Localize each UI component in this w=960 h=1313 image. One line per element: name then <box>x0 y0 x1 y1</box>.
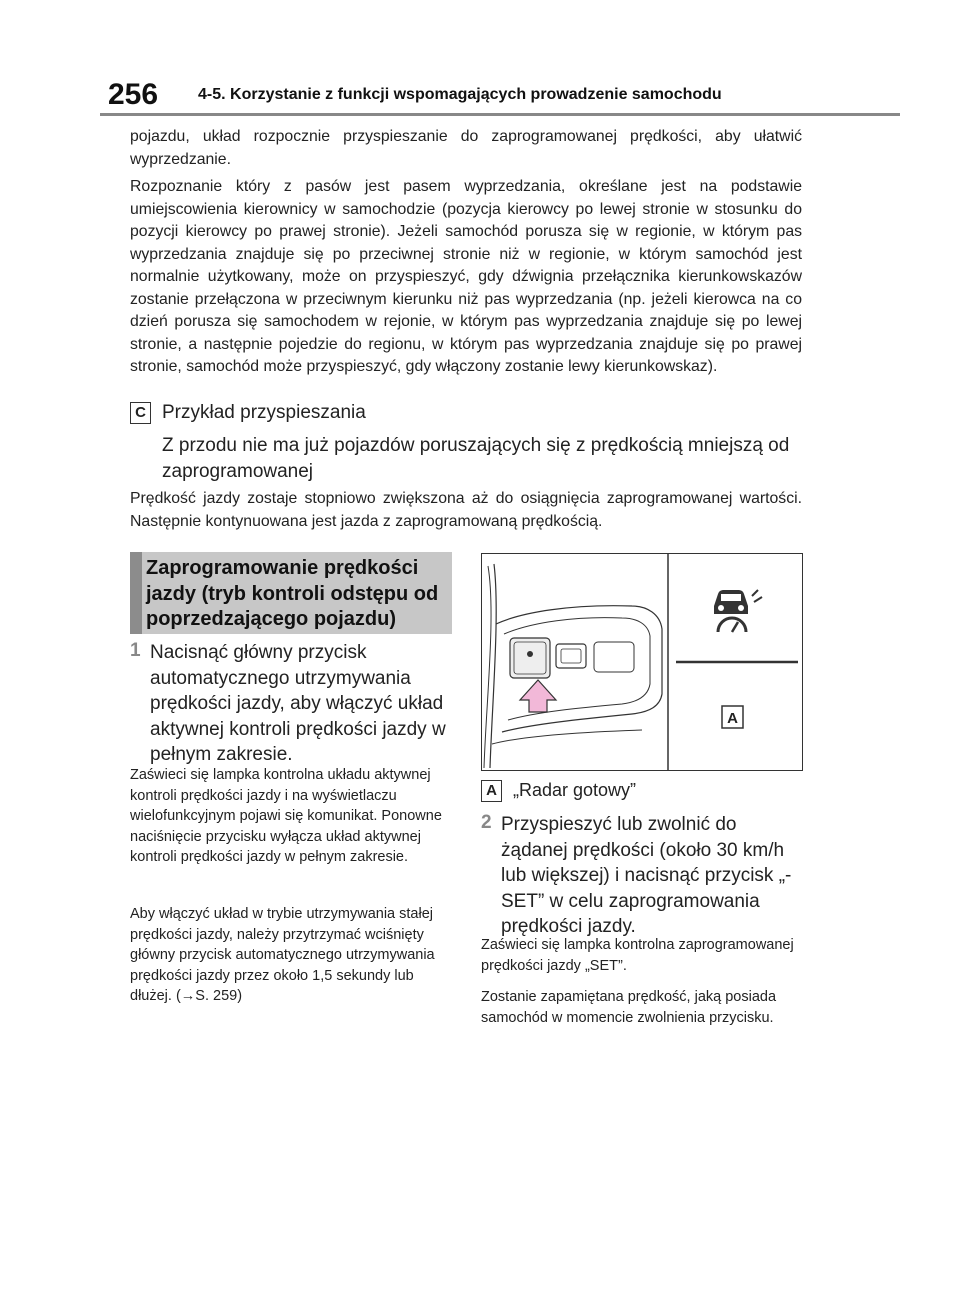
step-2 <box>481 812 803 937</box>
note-set-indicator: Zaświeci się lampka kontrolna zaprogramowanej prędkości jazdy „SET”. <box>481 937 794 974</box>
heading-accent-bar <box>130 552 142 634</box>
header-divider <box>100 113 900 116</box>
example-label-c: C <box>130 402 151 424</box>
step-1-text: Nacisnąć główny przycisk automatycznego utrzymywania prędkości jazdy, aby włączyć układ aktywnej kontroli prędkości jazdy w pełnym zakresie. <box>150 642 446 765</box>
step-1-number: 1 <box>130 640 141 661</box>
section-heading-text: Zaprogramowanie prędkości jazdy (tryb kontroli odstępu od poprzedzającego pojazdu) <box>146 557 439 630</box>
page-number: 256 <box>108 78 159 111</box>
paragraph-speed-increase: Prędkość jazdy zostaje stopniowo zwiększona aż do osiągnięcia zaprogramowanej wartości. Następnie kontynuowana jest jazda z zaprogramowaną prędkością. <box>130 490 802 530</box>
page-header <box>100 78 900 114</box>
example-title: Przykład przyspieszania <box>162 402 366 423</box>
note-speed-memorized: Zostanie zapamiętana prędkość, jaką posiada samochód w momencie zwolnienia przycisku. <box>481 989 777 1026</box>
section-title: 4-5. Korzystanie z funkcji wspomagających prowadzenie samochodu <box>198 86 722 103</box>
figure-label-a-inner: A <box>727 710 738 727</box>
figure-caption: „Radar gotowy” <box>513 780 637 800</box>
steering-wheel-figure <box>481 553 803 771</box>
radar-cruise-indicator-icon <box>714 590 762 632</box>
step-2-number: 2 <box>481 812 492 833</box>
step-2-text: Przyspieszyć lub zwolnić do żądanej prędkości (około 30 km/h lub większej) i nacisnąć przycisk „-SET” w celu zaprogramowania prędkości jazdy. <box>501 814 792 937</box>
step-1 <box>130 640 452 770</box>
steering-wheel-switch-icon <box>482 554 802 770</box>
figure-label-a: A <box>481 780 502 802</box>
paragraph-overtaking-lane: Rozpoznanie który z pasów jest pasem wyprzedzania, określane jest na podstawie umiejscowienia kierownicy w samochodzie (pozycja kierowcy po lewej stronie w stosunku do pozycji kierowcy po prawej stronie). Jeżeli samochód porusza się w regionie, w którym pas wyprzedzania znajduje się po przeciwnej stronie niż w regionie, w którym samochód jest normalnie użytkowany, może on przyspieszyć, gdy dźwignia przełącznika kierunkowskazów zostanie przełączona w przeciwnym kierunku niż pas wyprzedzania (np. jeżeli kierowca na co dzień porusza się samochodem w rejonie, w którym pas wyprzedzania znajduje się po lewej stronie, a następnie pojedzie do regionu, w którym pas wyprzedzania znajduje się po prawej stronie, samochód może przyspieszyć, gdy włączony zostanie lewy kierunkowskaz). <box>130 178 802 375</box>
example-body: Z przodu nie ma już pojazdów poruszających się z prędkością mniejszą od zaprogramowanej <box>162 435 790 482</box>
press-arrow-icon <box>520 680 556 712</box>
note-constant-speed-mode: Aby włączyć układ w trybie utrzymywania stałej prędkości jazdy, należy przytrzymać wciśnięty główny przycisk automatycznego utrzymywania prędkości jazdy przez około 1,5 sekundy lub dłużej. (→S. 259) <box>130 906 435 1004</box>
note-indicator-light: Zaświeci się lampka kontrolna układu aktywnej kontroli prędkości jazdy i na wyświetlaczu wielofunkcyjnym pojawi się komunikat. Ponowne naciśnięcie przycisku wyłącza układ aktywnej kontroli prędkości jazdy w pełnym zakresie. <box>130 767 442 865</box>
section-heading <box>130 552 452 634</box>
paragraph-overtaking-intro: pojazdu, układ rozpocznie przyspieszanie do zaprogramowanej prędkości, aby ułatwić wyprzedzanie. <box>130 128 802 168</box>
